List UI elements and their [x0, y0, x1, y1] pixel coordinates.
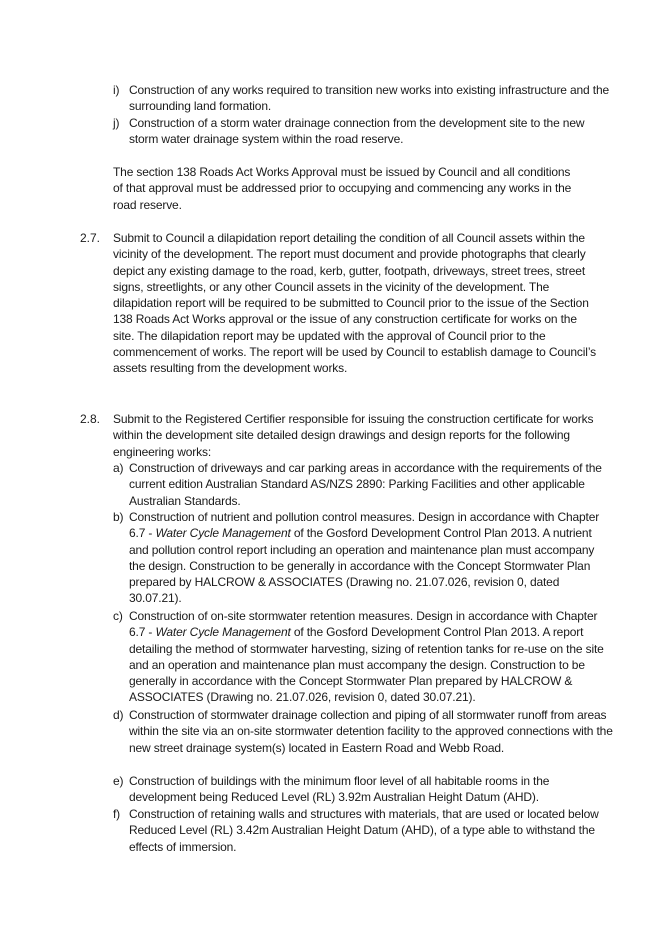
list-marker: a): [113, 461, 124, 475]
list-marker: c): [113, 609, 123, 623]
section-text: Submit to Council a dilapidation report detailing the condition of all Council assets within the vicinity of the development. The report must document and provide photographs that clearly depict any existing damage to the road, kerb, gutter, footpath, driveways, street trees, street signs, streetlights, or any other Council assets in the vicinity of the development. The dilapidation report will be required to be submitted to Council prior to the issue of the Section 138 Roads Act Works approval or the issue of any construction certificate for works on the site. The dilapidation report may be updated with the approval of Council prior to the commencement of works. The report will be used by Council to establish damage to Council’s assets resulting from the development works.: [113, 231, 596, 376]
section-number: 2.7.: [80, 231, 101, 245]
list-item-text: Construction of nutrient and pollution control measures. Design in accordance with Chapter 6.7 - Water Cycle Management of the Gosford Development Control Plan 2013. A nutrient and pollution control report including an operation and maintenance plan must accompany the design. Construction to be generally in accordance with the Concept Stormwater Plan prepared by HALCROW & ASSOCIATES (Drawing no. 21.07.026, revision 0, dated 30.07.21).: [129, 510, 600, 606]
list-item-text: Construction of on-site stormwater retention measures. Design in accordance with Chapter 6.7 - Water Cycle Management of the Gosford Development Control Plan 2013. A report detailing the method of stormwater harvesting, sizing of retention tanks for re-use on the site and an operation and maintenance plan must accompany the design. Construction to be generally in accordance with the Concept Stormwater Plan prepared by HALCROW & ASSOCIATES (Drawing no. 21.07.026, revision 0, dated 30.07.21).: [129, 609, 604, 705]
list-marker: d): [113, 708, 124, 722]
list-marker: b): [113, 510, 124, 524]
list-item-text: Construction of stormwater drainage collection and piping of all stormwater runoff from areas within the site via an on-site stormwater detention facility to the approved connections with the new street drainage system(s) located in Eastern Road and Webb Road.: [129, 708, 613, 755]
list-item-text: Construction of any works required to transition new works into existing infrastructure and the surrounding land formation.: [129, 83, 609, 114]
list-item-text: Construction of retaining walls and structures with materials, that are used or located below Reduced Level (RL) 3.42m Australian Height Datum (AHD), of a type able to withstand the effects of immersion.: [129, 807, 599, 854]
section-number: 2.8.: [80, 412, 101, 426]
list-marker: j): [113, 116, 120, 130]
section-intro: Submit to the Registered Certifier responsible for issuing the construction certificate for works within the development site detailed design drawings and design reports for the following engineering works:: [113, 412, 594, 459]
list-marker: e): [113, 774, 124, 788]
list-item-text: Construction of buildings with the minimum floor level of all habitable rooms in the development being Reduced Level (RL) 3.92m Australian Height Datum (AHD).: [129, 774, 550, 805]
list-item-text: Construction of driveways and car parking areas in accordance with the requirements of the current edition Australian Standard AS/NZS 2890: Parking Facilities and other applicable Australian Standards.: [129, 461, 602, 508]
list-marker: f): [113, 807, 121, 821]
list-item-text: Construction of a storm water drainage connection from the development site to the new storm water drainage system within the road reserve.: [129, 116, 585, 147]
approval-paragraph: The section 138 Roads Act Works Approval must be issued by Council and all conditions of that approval must be addressed prior to occupying and commencing any works in the road reserve.: [113, 165, 572, 212]
list-marker: i): [113, 83, 120, 97]
